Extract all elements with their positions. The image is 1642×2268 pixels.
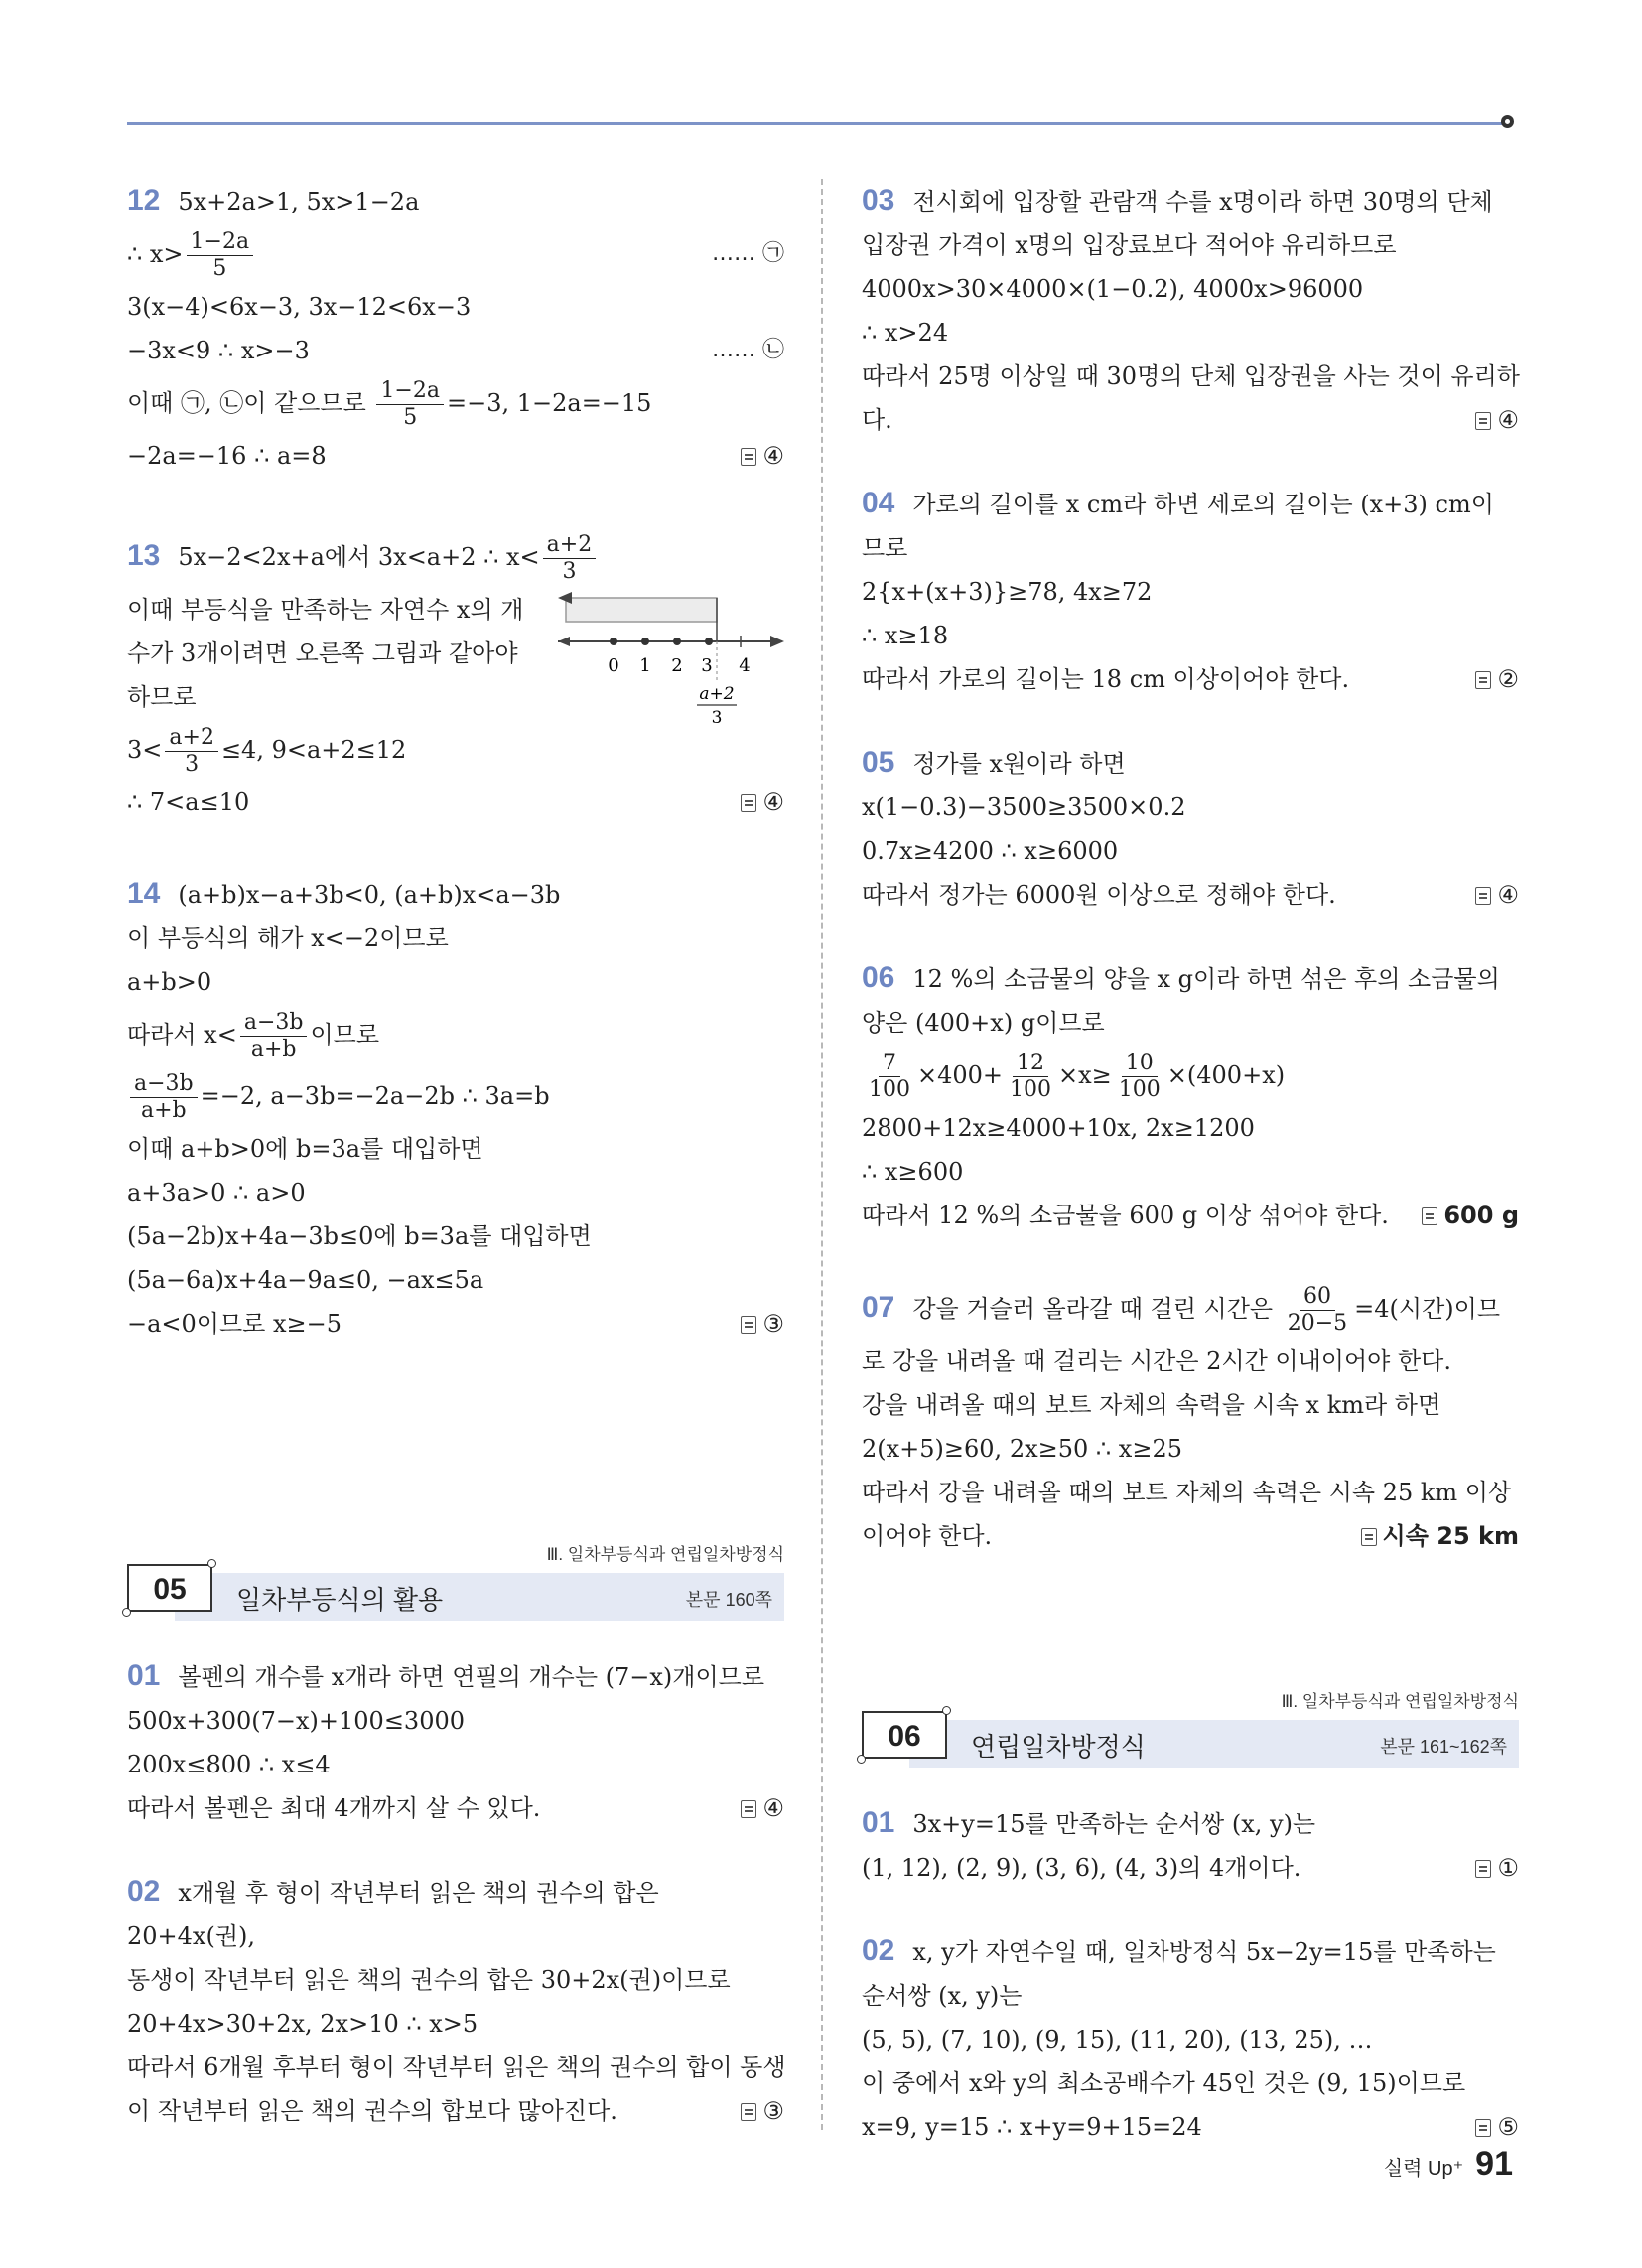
solution-line: −a<0이므로 x≥−5 (127, 1310, 342, 1338)
problem-number: 01 (862, 1806, 895, 1839)
solution-line: (5, 5), (7, 10), (9, 15), (11, 20), (13, 25), … (862, 2026, 1373, 2054)
numerator: 1−2a (187, 229, 254, 256)
problem-text: 5x+2a>1, 5x>1−2a (178, 188, 420, 215)
numerator: a−3b (130, 1071, 198, 1098)
arrow-left-icon (558, 637, 570, 646)
solution-line: 200x≤800 ∴ x≤4 (127, 1751, 331, 1778)
solution-line: x=9, y=15 ∴ x+y=9+15=24 (862, 2113, 1202, 2141)
answer-icon (741, 1316, 756, 1334)
answer-icon (1361, 1528, 1377, 1546)
solution-line: 이 중에서 x와 y의 최소공배수가 45인 것은 (9, 15)이므로 (862, 2069, 1466, 2097)
solution-line: 2{x+(x+3)}≥78, 4x≥72 (862, 578, 1153, 606)
answer-value: ④ (762, 1794, 784, 1822)
problem-number: 12 (127, 184, 161, 216)
answer-mark (741, 434, 784, 478)
problem-number: 06 (862, 961, 895, 994)
solution-line: 므로 (862, 534, 908, 562)
solution-line: 따라서 정가는 6000원 이상으로 정해야 한다. (862, 881, 1336, 909)
problem-text: 가로의 길이를 x cm라 하면 세로의 길이는 (x+3) cm이 (912, 491, 1494, 518)
solution-line: ∴ x≥18 (862, 622, 949, 649)
answer-icon (1475, 412, 1491, 430)
solution-line: 강을 내려올 때의 보트 자체의 속력을 시속 x km라 하면 (862, 1391, 1441, 1419)
solution-line: 수가 3개이려면 오른쪽 그림과 같아야 (127, 639, 518, 667)
solution-line: (5a−6a)x+4a−9a≤0, −ax≤5a (127, 1266, 484, 1294)
section-header-06 (862, 1687, 1519, 1801)
solution-line: 20+4x(권), (127, 1922, 255, 1950)
solution-line: (5a−2b)x+4a−3b≤0에 b=3a를 대입하면 (127, 1222, 592, 1250)
solution-line: −3x<9 ∴ x>−3 (127, 337, 310, 364)
question-04 (862, 482, 1519, 701)
question-05 (862, 741, 1519, 917)
fraction (187, 229, 254, 282)
fraction (165, 725, 218, 778)
problem-text: (a+b)x−a+3b<0, (a+b)x<a−3b (178, 881, 561, 909)
page-footer (1384, 2145, 1513, 2184)
point-3 (705, 638, 713, 645)
solution-line: 이 부등식의 해가 x<−2이므로 (127, 924, 449, 952)
problem-13 (127, 525, 784, 824)
tick-label: 2 (671, 655, 683, 676)
solution-line: 500x+300(7−x)+100≤3000 (127, 1707, 466, 1735)
fraction (240, 1010, 308, 1063)
arrow-right-icon (770, 636, 784, 647)
numerator: 12 (1013, 1051, 1048, 1077)
header-rule-endpoint (1501, 115, 1514, 128)
answer-value: ④ (762, 788, 784, 816)
equation-label: …… ㉡ (712, 338, 784, 362)
question-07 (862, 1277, 1519, 1558)
problem-number: 13 (127, 539, 161, 572)
solution-line: 양은 (400+x) g이므로 (862, 1009, 1105, 1037)
problem-number: 07 (862, 1291, 895, 1324)
solution-line: ∴ 7<a≤10 (127, 788, 250, 816)
math-text: =−2, a−3b=−2a−2b ∴ 3a=b (200, 1082, 550, 1110)
problem-number: 05 (862, 746, 895, 779)
corner-dot (207, 1559, 216, 1568)
solution-line: 이때 부등식을 만족하는 자연수 x의 개 (127, 596, 524, 624)
left-column (127, 179, 784, 2133)
solution-line: ∴ x≥600 (862, 1158, 964, 1186)
problem-number: 02 (862, 1934, 895, 1967)
point-1 (641, 638, 649, 645)
question-06-02 (862, 1929, 1519, 2149)
column-divider (821, 179, 823, 2130)
answer-mark (741, 2089, 784, 2133)
problem-14 (127, 872, 784, 1346)
solution-line: 4000x>30×4000×(1−0.2), 4000x>96000 (862, 275, 1364, 303)
solution-line: 20+4x>30+2x, 2x>10 ∴ x>5 (127, 2010, 479, 2038)
tick-label: 0 (608, 655, 619, 676)
solution-line: 3(x−4)<6x−3, 3x−12<6x−3 (127, 293, 472, 321)
page-number: 91 (1475, 2145, 1513, 2183)
problem-text: 볼펜의 개수를 x개라 하면 연필의 개수는 (7−x)개이므로 (178, 1663, 765, 1691)
fraction (130, 1071, 198, 1124)
answer-mark (1475, 1846, 1519, 1890)
denominator: 5 (212, 256, 227, 281)
math-text: ∴ x> (127, 240, 184, 268)
answer-icon (1475, 671, 1491, 689)
problem-text: 강을 거슬러 올라갈 때 걸린 시간은 (912, 1295, 1281, 1323)
tick-label: 4 (739, 655, 751, 676)
answer-value: ③ (762, 2097, 784, 2125)
denominator: 5 (403, 405, 418, 430)
math-text: =4(시간)이므 (1354, 1295, 1501, 1323)
solution-line: 순서쌍 (x, y)는 (862, 1982, 1023, 2010)
equation-label: …… ㉠ (712, 241, 784, 266)
problem-text: 12 %의 소금물의 양을 x g이라 하면 섞은 후의 소금물의 (912, 965, 1500, 993)
denominator: a+b (141, 1098, 187, 1123)
answer-icon (741, 2103, 756, 2121)
problem-number: 03 (862, 184, 895, 216)
math-text: ×x≥ (1058, 1062, 1112, 1089)
solution-line: −2a=−16 ∴ a=8 (127, 442, 327, 470)
math-text: 3< (127, 736, 163, 764)
corner-dot (122, 1608, 131, 1617)
solution-line: 입장권 가격이 x명의 입장료보다 적어야 유리하므로 (862, 231, 1397, 259)
answer-value: ① (1497, 1854, 1519, 1882)
numerator: a+2 (543, 532, 597, 559)
solution-line: 따라서 12 %의 소금물을 600 g 이상 섞어야 한다. (862, 1202, 1389, 1229)
problem-number: 14 (127, 877, 161, 910)
answer-icon (1422, 1207, 1437, 1225)
answer-mark (1422, 1194, 1519, 1237)
solution-line: a+b>0 (127, 968, 212, 996)
fraction (376, 378, 444, 431)
answer-mark (1475, 2105, 1519, 2149)
answer-value: ④ (1497, 881, 1519, 909)
text-with-figure (127, 588, 784, 727)
math-text: ×400+ (917, 1062, 1004, 1089)
answer-value: ④ (762, 442, 784, 470)
solution-line: 하므로 (127, 683, 197, 711)
numerator: a−3b (240, 1010, 308, 1037)
section-title: 일차부등식의 활용 (236, 1585, 444, 1615)
fraction (1284, 1284, 1351, 1337)
tick-label: 1 (639, 655, 651, 676)
question-01 (127, 1654, 784, 1830)
solution-line: 동생이 작년부터 읽은 책의 권수의 합은 30+2x(권)이므로 (127, 1966, 731, 1994)
answer-value: ③ (762, 1310, 784, 1338)
section-number: 05 (127, 1564, 212, 1612)
math-text: ×(400+x) (1166, 1062, 1286, 1089)
solution-line: 로 강을 내려올 때 걸리는 시간은 2시간 이내이어야 한다. (862, 1347, 1451, 1375)
answer-value: ⑤ (1497, 2113, 1519, 2141)
numerator: 10 (1122, 1051, 1158, 1077)
answer-value: ② (1497, 665, 1519, 693)
answer-icon (741, 1800, 756, 1818)
answer-mark (1361, 1514, 1519, 1558)
denominator: 100 (869, 1077, 910, 1102)
solution-line: ∴ x>24 (862, 319, 949, 347)
question-06-01 (862, 1801, 1519, 1890)
denominator: 3 (185, 752, 200, 777)
solution-line: x(1−0.3)−3500≥3500×0.2 (862, 793, 1186, 821)
numerator: 7 (879, 1051, 900, 1077)
solution-line: a+3a>0 ∴ a>0 (127, 1179, 306, 1206)
solution-line: 따라서 가로의 길이는 18 cm 이상이어야 한다. (862, 665, 1350, 693)
problem-text: x개월 후 형이 작년부터 읽은 책의 권수의 합은 (178, 1879, 659, 1907)
question-02 (127, 1870, 784, 2133)
answer-icon (1475, 1860, 1491, 1878)
problem-text: 전시회에 입장할 관람객 수를 x명이라 하면 30명의 단체 (912, 188, 1493, 215)
solution-line: 따라서 볼펜은 최대 4개까지 살 수 있다. (127, 1794, 541, 1822)
boundary-label-numerator: a+2 (699, 684, 735, 704)
tick-label: 3 (701, 655, 713, 676)
number-line-figure (558, 588, 784, 727)
answer-mark (1475, 873, 1519, 917)
chapter-label: Ⅲ. 일차부등식과 연립일차방정식 (1281, 1692, 1519, 1711)
solution-line: 이 작년부터 읽은 책의 권수의 합보다 많아진다. (127, 2097, 617, 2125)
problem-text: 3x+y=15를 만족하는 순서쌍 (x, y)는 (912, 1810, 1316, 1838)
fraction (1115, 1051, 1164, 1103)
corner-dot (857, 1755, 866, 1764)
fraction-equation (862, 1045, 1519, 1106)
section-title: 연립일차방정식 (971, 1732, 1146, 1762)
answer-value: 600 g (1443, 1202, 1519, 1229)
numerator: 60 (1300, 1284, 1335, 1311)
solution-line: 이어야 한다. (862, 1522, 993, 1550)
corner-dot (942, 1706, 951, 1715)
section-header-05 (127, 1540, 784, 1654)
numerator: a+2 (165, 725, 218, 752)
solution-line: 이때 a+b>0에 b=3a를 대입하면 (127, 1135, 483, 1163)
math-text: ≤4, 9<a+2≤12 (220, 736, 407, 764)
solution-line: 2800+12x≥4000+10x, 2x≥1200 (862, 1114, 1255, 1142)
problem-number: 02 (127, 1875, 161, 1908)
right-column (862, 179, 1519, 2149)
problem-number: 04 (862, 487, 895, 519)
fraction (543, 532, 597, 585)
solution-line: (1, 12), (2, 9), (3, 6), (4, 3)의 4개이다. (862, 1854, 1301, 1882)
footer-label: 실력 Up⁺ (1383, 2158, 1464, 2180)
header-rule (127, 122, 1509, 125)
math-text: 이므로 (310, 1021, 380, 1049)
denominator: a+b (250, 1037, 297, 1062)
answer-value: ④ (1497, 406, 1519, 434)
answer-mark (741, 1786, 784, 1830)
math-text: 따라서 x< (127, 1021, 237, 1049)
answer-icon (741, 794, 756, 812)
problem-text: 정가를 x원이라 하면 (912, 750, 1126, 778)
solution-line: 2(x+5)≥60, 2x≥50 ∴ x≥25 (862, 1435, 1182, 1463)
numerator: 1−2a (376, 378, 444, 405)
question-03 (862, 179, 1519, 442)
fraction (865, 1051, 914, 1103)
problem-12 (127, 179, 784, 478)
answer-value: 시속 25 km (1382, 1522, 1519, 1550)
solution-line: 따라서 6개월 후부터 형이 작년부터 읽은 책의 권수의 합이 동생 (127, 2054, 786, 2081)
question-06 (862, 956, 1519, 1237)
problem-number: 01 (127, 1659, 161, 1692)
point-2 (673, 638, 681, 645)
section-page-ref: 본문 161~162쪽 (1380, 1737, 1507, 1757)
denominator: 3 (562, 559, 577, 584)
denominator: 100 (1118, 1077, 1161, 1102)
answer-mark (741, 1302, 784, 1346)
solution-line: 다. (862, 406, 892, 434)
answer-icon (1475, 887, 1491, 905)
solution-range-shade (566, 598, 717, 622)
denominator: 100 (1010, 1077, 1052, 1102)
arrow-left-icon (558, 592, 572, 604)
math-text: 이때 ㉠, ㉡이 같으므로 (127, 389, 374, 417)
solution-line: 0.7x≥4200 ∴ x≥6000 (862, 837, 1119, 865)
denominator: 20−5 (1287, 1311, 1348, 1336)
solution-line: 따라서 25명 이상일 때 30명의 단체 입장권을 사는 것이 유리하 (862, 362, 1520, 390)
problem-text: x, y가 자연수일 때, 일차방정식 5x−2y=15를 만족하는 (912, 1938, 1496, 1966)
math-text: =−3, 1−2a=−15 (446, 389, 652, 417)
solution-line: 따라서 강을 내려올 때의 보트 자체의 속력은 시속 25 km 이상 (862, 1479, 1512, 1506)
answer-mark (1475, 657, 1519, 701)
answer-icon (741, 448, 756, 466)
fraction (1006, 1051, 1055, 1103)
problem-text: 5x−2<2x+a에서 3x<a+2 ∴ x< (178, 543, 540, 571)
section-number: 06 (862, 1711, 947, 1759)
chapter-label: Ⅲ. 일차부등식과 연립일차방정식 (546, 1545, 784, 1564)
answer-icon (1475, 2119, 1491, 2137)
section-page-ref: 본문 160쪽 (685, 1590, 772, 1610)
point-0 (610, 638, 617, 645)
answer-mark (741, 780, 784, 824)
answer-mark (1475, 398, 1519, 442)
boundary-label-denominator: 3 (711, 708, 723, 727)
